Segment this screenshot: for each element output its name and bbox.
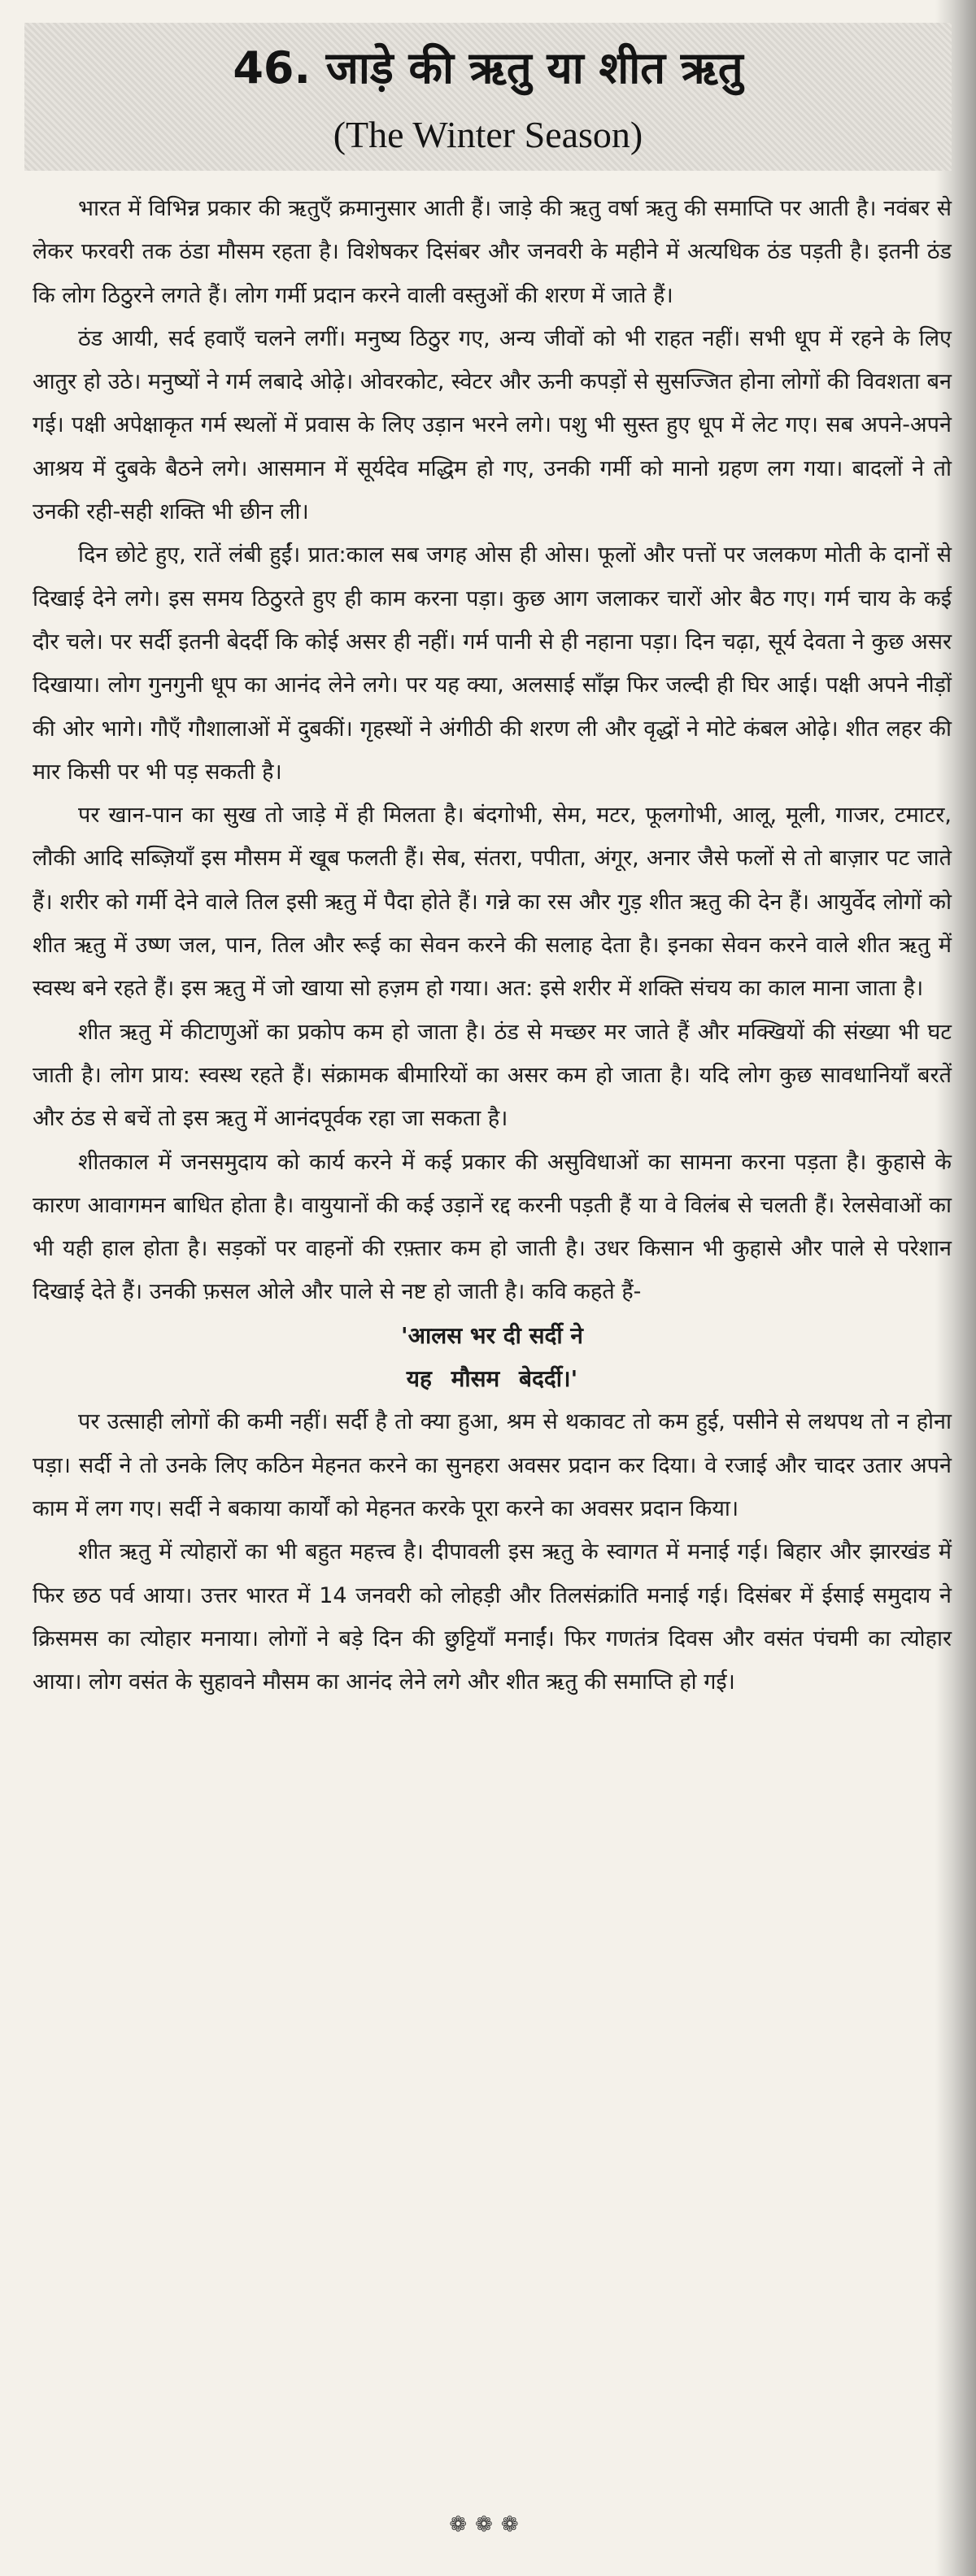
poem-line-1: 'आलस भर दी सर्दी ने xyxy=(401,1321,583,1349)
paragraph-short-days: दिन छोटे हुए, रातें लंबी हुईं। प्रात:काल सब जगह ओस ही ओस। फूलों और पत्तों पर जलकण मोती के दानों से दिखाई देने लगे। इस समय ठिठुरते हुए ही काम करना पड़ा। कुछ आग जलाकर चारों ओर बैठ गए। गर्म चाय के कई दौर चले। पर सर्दी इतनी बेदर्दी कि कोई असर ही नहीं। गर्म पानी से ही नहाना पड़ा। दिन चढ़ा, सूर्य देवता ने कुछ असर दिखाया। लोग गुनगुनी धूप का आनंद लेने लगे। पर यह क्या, अलसाई साँझ फिर जल्दी ही घिर आई। पक्षी अपने नीड़ों की ओर भागे। गौएँ गौशालाओं में दुबकीं। गृहस्थों ने अंगीठी की शरण ली और वृद्धों ने मोटे कंबल ओढ़े। शीत लहर की मार किसी पर भी पड़ सकती है। xyxy=(33,542,952,785)
page-title: 46. जाड़े की ऋतु या शीत ऋतु xyxy=(233,42,743,94)
flower-ornament-icon: ❁❁❁ xyxy=(449,2513,527,2537)
essay-body xyxy=(33,187,952,1704)
title-banner xyxy=(24,23,952,171)
paragraph-enthusiasm: पर उत्साही लोगों की कमी नहीं। सर्दी है तो क्या हुआ, श्रम से थकावट तो कम हुई, पसीने से लथपथ तो न होना पड़ा। सर्दी ने तो उनके लिए कठिन मेहनत करने का सुनहरा अवसर प्रदान कर दिया। वे रजाई और चादर उतार अपने काम में लग गए। सर्दी ने बकाया कार्यों को मेहनत करके पूरा करने का अवसर प्रदान किया। xyxy=(33,1409,952,1521)
paragraph-intro: भारत में विभिन्न प्रकार की ऋतुएँ क्रमानुसार आती हैं। जाड़े की ऋतु वर्षा ऋतु की समाप्ति पर आती है। नवंबर से लेकर फरवरी तक ठंडा मौसम रहता है। विशेषकर दिसंबर और जनवरी के महीने में अत्यधिक ठंड पड़ती है। इतनी ठंड कि लोग ठिठुरने लगते हैं। लोग गर्मी प्रदान करने वाली वस्तुओं की शरण में जाते हैं। xyxy=(33,196,952,308)
paragraph-health: शीत ऋतु में कीटाणुओं का प्रकोप कम हो जाता है। ठंड से मच्छर मर जाते हैं और मक्खियों की संख्या भी घट जाती है। लोग प्राय: स्वस्थ रहते हैं। संक्रामक बीमारियों का असर कम हो जाता है। यदि लोग कुछ सावधानियाँ बरतें और ठंड से बचें तो इस ऋतु में आनंदपूर्वक रहा जा सकता है। xyxy=(33,1019,952,1132)
poem-line-2: यह मौसम बेदर्दी।' xyxy=(406,1365,578,1393)
paragraph-festivals: शीत ऋतु में त्योहारों का भी बहुत महत्त्व है। दीपावली इस ऋतु के स्वागत में मनाई गई। बिहार और झारखंड में फिर छठ पर्व आया। उत्तर भारत में 14 जनवरी को लोहड़ी और तिलसंक्रांति मनाई गई। दिसंबर में ईसाई समुदाय ने क्रिसमस का त्योहार मनाया। लोगों ने बड़े दिन की छुट्टियाँ मनाईं। फिर गणतंत्र दिवस और वसंत पंचमी का त्योहार आया। लोग वसंत के सुहावने मौसम का आनंद लेने लगे और शीत ऋतु की समाप्ति हो गई। xyxy=(33,1539,952,1695)
page-subtitle: (The Winter Season) xyxy=(333,114,643,155)
paragraph-food: पर खान-पान का सुख तो जाड़े में ही मिलता है। बंदगोभी, सेम, मटर, फूलगोभी, आलू, मूली, गाजर, टमाटर, लौकी आदि सब्ज़ियाँ इस मौसम में खूब फलती हैं। सेब, संतरा, पपीता, अंगूर, अनार जैसे फलों से तो बाज़ार पट जाते हैं। शरीर को गर्मी देने वाले तिल इसी ऋतु में पैदा होते हैं। गन्ने का रस और गुड़ शीत ऋतु की देन हैं। आयुर्वेद लोगों को शीत ऋतु में उष्ण जल, पान, तिल और रूई का सेवन करने की सलाह देता है। इनका सेवन करने वाले शीत ऋतु में स्वस्थ बने रहते हैं। इस ऋतु में जो खाया सो हज़म हो गया। अत: इसे शरीर में शक्ति संचय का काल माना जाता है। xyxy=(33,803,952,1002)
poem-quote xyxy=(33,1314,952,1401)
paragraph-difficulties: शीतकाल में जनसमुदाय को कार्य करने में कई प्रकार की असुविधाओं का सामना करना पड़ता है। कुहासे के कारण आवागमन बाधित होता है। वायुयानों की कई उड़ानें रद्द करनी पड़ती हैं या वे विलंब से चलती हैं। रेलसेवाओं का भी यही हाल होता है। सड़कों पर वाहनों की रफ़्तार कम हो जाती है। उधर किसान भी कुहासे और पाले से परेशान दिखाई देते हैं। उनकी फ़सल ओले और पाले से नष्ट हो जाती है। कवि कहते हैं- xyxy=(33,1149,952,1305)
paragraph-cold-arrives: ठंड आयी, सर्द हवाएँ चलने लगीं। मनुष्य ठिठुर गए, अन्य जीवों को भी राहत नहीं। सभी धूप में रहने के लिए आतुर हो उठे। मनुष्यों ने गर्म लबादे ओढ़े। ओवरकोट, स्वेटर और ऊनी कपड़ों से सुसज्जित होना लोगों की विवशता बन गई। पक्षी अपेक्षाकृत गर्म स्थलों में प्रवास के लिए उड़ान भरने लगे। पशु भी सुस्त हुए धूप में लेट गए। सब अपने-अपने आश्रय में दुबके बैठने लगे। आसमान में सूर्यदेव मद्धिम हो गए, उनकी गर्मी को मानो ग्रहण लग गया। बादलों ने तो उनकी रही-सही शक्ति भी छीन ली। xyxy=(33,325,952,525)
